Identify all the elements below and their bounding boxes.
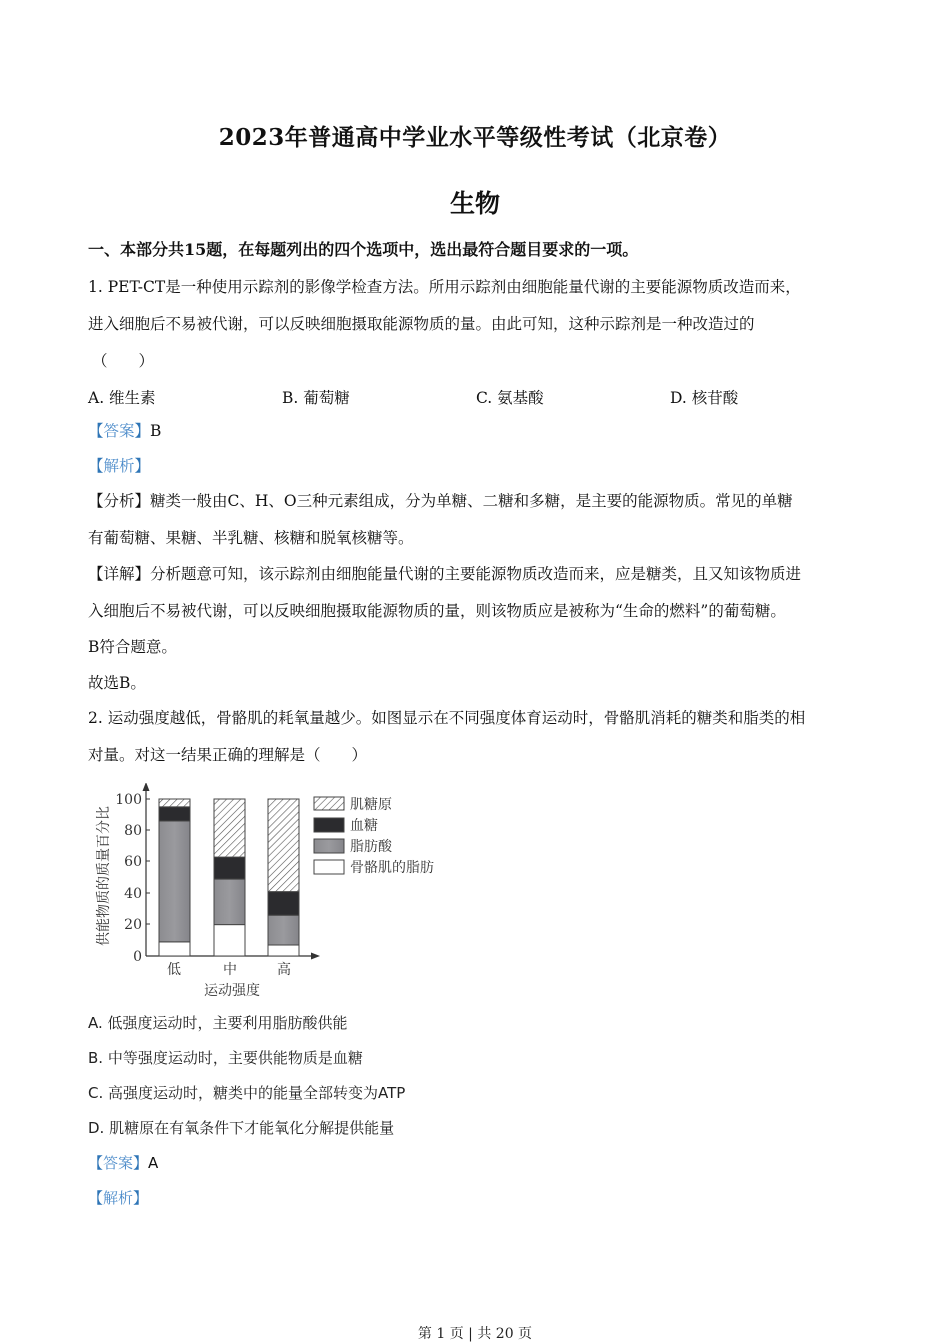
- subject-title: 生物: [449, 189, 500, 218]
- chart-legend: [314, 796, 434, 876]
- bar-segment: [159, 942, 190, 956]
- bar-segment: [159, 799, 190, 807]
- q1-conclusion: 故选B。: [88, 674, 146, 692]
- xiangjie-label: 详解: [103, 565, 135, 583]
- exam-title: 2023年普通高中学业水平等级性考试（北京卷）: [218, 124, 732, 151]
- y-axis-arrow-icon: [143, 783, 150, 791]
- q2-analysis-heading: 【解析】: [88, 1189, 149, 1207]
- analysis-label: 解析: [103, 457, 135, 475]
- q1-xiangjie-line-2: 入细胞后不易被代谢，可以反映细胞摄取能源物质的量，则该物质应是被称为“生命的燃料”的葡萄糖。: [88, 602, 786, 620]
- legend-label-blood-sugar: 血糖: [350, 818, 378, 834]
- svg-text:20: 20: [124, 917, 142, 933]
- svg-text:0: 0: [133, 949, 142, 965]
- bar-segment: [214, 925, 245, 956]
- svg-text:100: 100: [115, 792, 142, 808]
- q1-option-c: C. 氨基酸: [476, 389, 544, 407]
- q1-analysis-heading: 【解析】: [88, 457, 151, 475]
- legend-swatch-muscle-fat: [314, 860, 344, 874]
- bar-segment: [214, 879, 245, 925]
- x-axis-arrow-icon: [311, 953, 320, 960]
- legend-label-fatty-acid: 脂肪酸: [350, 839, 392, 855]
- legend-swatch-glycogen: [314, 797, 344, 810]
- answer-label: 答案: [103, 1154, 134, 1172]
- x-ticks: [167, 961, 291, 978]
- q1-stem-blank: （ ）: [92, 352, 155, 370]
- bar-segment: [214, 857, 245, 879]
- q2-answer-value: A: [148, 1154, 159, 1172]
- q1-answer-value: B: [150, 422, 162, 440]
- q1-stem-line-1: 1. PET-CT是一种使用示踪剂的影像学检查方法。所用示踪剂由细胞能量代谢的主要能源物质改造而来，: [88, 278, 801, 296]
- analysis-label: 解析: [103, 1189, 134, 1207]
- svg-text:60: 60: [124, 854, 142, 870]
- legend-swatch-fatty-acid: [314, 839, 344, 853]
- q1-option-a: A. 维生素: [88, 389, 156, 407]
- x-tick-mid: 中: [223, 962, 237, 978]
- q1-fenxi-line-2: 有葡萄糖、果糖、半乳糖、核糖和脱氧核糖等。: [88, 529, 414, 547]
- q1-option-d: D. 核苷酸: [670, 389, 739, 407]
- bar-segment: [159, 821, 190, 942]
- fenxi-label: 分析: [103, 492, 135, 510]
- chart-svg: [90, 783, 460, 998]
- q2-option-b: B. 中等强度运动时，主要供能物质是血糖: [88, 1049, 363, 1067]
- q2-option-d: D. 肌糖原在有氧条件下才能氧化分解提供能量: [88, 1119, 395, 1137]
- x-tick-high: 高: [277, 962, 291, 978]
- q1-option-b: B. 葡萄糖: [282, 389, 350, 407]
- q1-fenxi-line-1: 【分析】糖类一般由C、H、O三种元素组成，分为单糖、二糖和多糖，是主要的能源物质。常见的单糖: [88, 492, 793, 510]
- x-axis-label: 运动强度: [204, 983, 260, 998]
- bar-segment: [268, 945, 299, 956]
- q2-stem-line-1: 2. 运动强度越低，骨骼肌的耗氧量越少。如图显示在不同强度体育运动时，骨骼肌消耗的糖类和脂类的相: [88, 709, 806, 727]
- bars-group: [159, 799, 299, 956]
- legend-swatch-blood-sugar: [314, 818, 344, 832]
- section-heading: 一、本部分共15题，在每题列出的四个选项中，选出最符合题目要求的一项。: [88, 240, 639, 259]
- bar-segment: [159, 807, 190, 821]
- q1-stem-line-2: 进入细胞后不易被代谢，可以反映细胞摄取能源物质的量。由此可知，这种示踪剂是一种改造过的: [88, 315, 755, 333]
- q1-xiangjie-line-3: B符合题意。: [88, 638, 177, 656]
- q2-stem-line-2: 对量。对这一结果正确的理解是（ ）: [88, 746, 368, 764]
- legend-label-glycogen: 肌糖原: [350, 797, 392, 813]
- q2-option-a: A. 低强度运动时，主要利用脂肪酸供能: [88, 1014, 348, 1032]
- svg-text:40: 40: [124, 886, 142, 902]
- q1-answer-row: 【答案】B: [88, 422, 162, 440]
- bar-segment: [268, 799, 299, 892]
- answer-label: 答案: [103, 422, 135, 440]
- svg-text:80: 80: [124, 823, 142, 839]
- q1-xiangjie-line-1: 【详解】分析题意可知，该示踪剂由细胞能量代谢的主要能源物质改造而来，应是糖类，且又知该物质进: [88, 565, 802, 583]
- q2-option-c: C. 高强度运动时，糖类中的能量全部转变为ATP: [88, 1084, 406, 1102]
- bar-segment: [268, 915, 299, 945]
- y-axis-label: 供能物质的质量百分比: [96, 806, 112, 946]
- legend-label-muscle-fat: 骨骼肌的脂肪: [350, 860, 434, 876]
- page-footer: 第 1 页 | 共 20 页: [417, 1326, 533, 1342]
- stacked-bar-chart: [90, 783, 460, 998]
- bar-segment: [214, 799, 245, 857]
- q2-answer-row: 【答案】A: [88, 1154, 159, 1172]
- x-tick-low: 低: [167, 962, 181, 978]
- y-ticks: [115, 792, 150, 965]
- bar-segment: [268, 892, 299, 916]
